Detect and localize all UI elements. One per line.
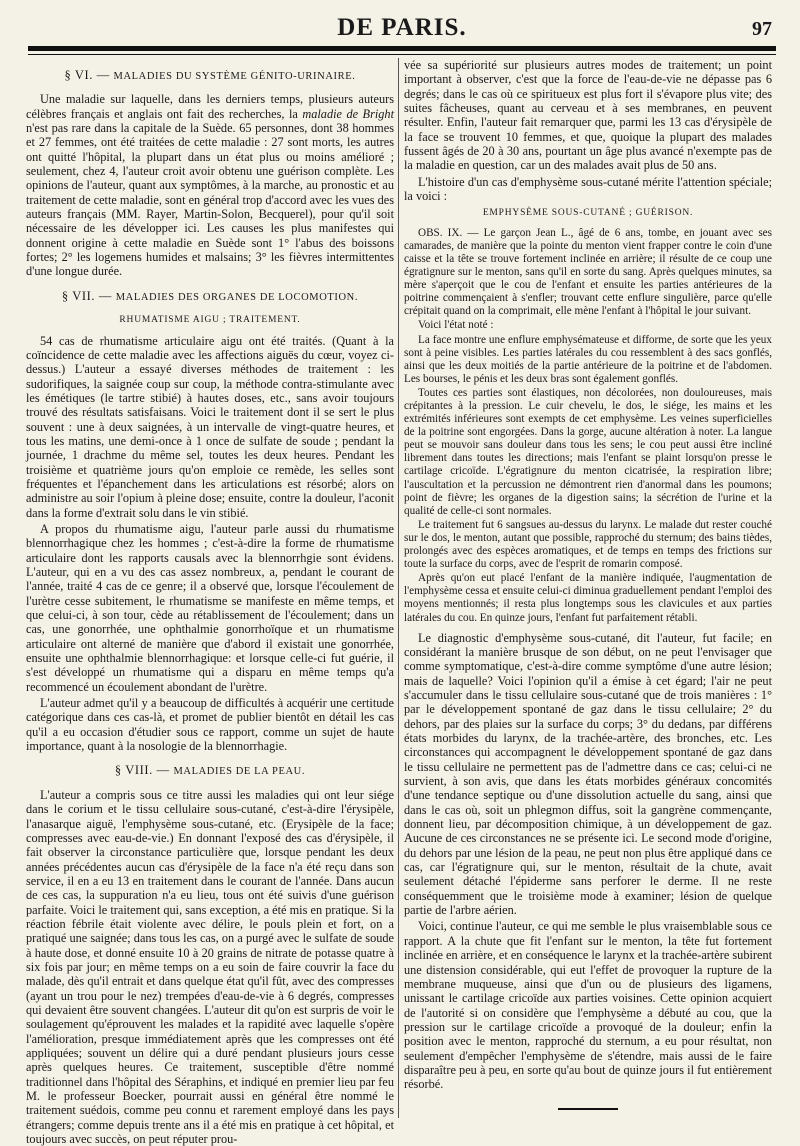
- text-run: Une maladie sur laquelle, dans les derniers temps, plusieurs auteurs célèbres français et anglais ont fait des recherches, la: [26, 92, 394, 121]
- running-title: DE PARIS.: [337, 14, 467, 41]
- text-run: n'est pas rare dans la capitale de la Suède. 65 personnes, dont 38 hommes et 27 femmes, ont été traitées de cette maladie : 27 sont morts, les autres ont quitté l'hôpital, la plupart dans un état plus ou moins amélioré ; seulement, chez 4, l'auteur croit avoir obtenu une guérison complète. Les opinions de l'auteur, quant aux symptômes, à la marche, au pronostic et au traitement de cette maladie, sont en général trop d'accord avec les vues des auteurs français (MM. Rayer, Martin-Solon, Becquerel), pour qu'il soit nécessaire de les développer ici. Les causes les plus manifestes qui donnent origine à cette maladie en Suède sont 1° l'abus des boissons fortes; 2° les logemens humides et malsains; 3° les fièvres intermittentes d'une longue durée.: [26, 121, 394, 279]
- history-intro: L'histoire d'un cas d'emphysème sous-cutané mérite l'attention spéciale; la voici :: [404, 174, 772, 204]
- section-8-title: MALADIES DE LA PEAU.: [173, 766, 306, 778]
- header-rule-thick: [28, 46, 776, 51]
- observation-paragraph-5: Le traitement fut 6 sangsues au-dessus du larynx. Le malade dut rester couché sur le dos, le menton, autant que possible, rapproché du sternum; des bains tièdes, prolongés avec des espèces aromatiques, et de temps en temps des frictions sur toute la surface du corps, avec de l'esprit de romarin composé.: [404, 518, 772, 571]
- page-header: [28, 14, 776, 48]
- left-column: [26, 58, 394, 1146]
- page-number: 97: [752, 18, 772, 40]
- observation-paragraph-1: OBS. IX. — Le garçon Jean L., âgé de 6 ans, tombe, en jouant avec ses camarades, de manière que la pointe du menton vient frapper contre le coin d'une caisse et la tête se trouve fortement inclinée en arrière; il résulte de ce coup une égratignure sur le menton, sans qu'il en sorte du sang. Après quelques minutes, sa mère s'aperçoit que le cou de l'enfant et ensuite les parties antérieures de la poitrine commençaient à s'enfler; trouvant cette enflure singulière, parce qu'elle crépitait quand on la comprimait, elle mène l'enfant à l'hôpital le jour suivant.: [404, 226, 772, 318]
- section-7-paragraph-3: L'auteur admet qu'il y a beaucoup de difficultés à acquérir une certitude catégorique dans ces cas-là, et promet de publier bientôt en détail les cas qu'il a eu occasion d'étudier sous ce rapport, comme un sujet de haute importance, quant à la nosologie de la blennorrhagie.: [26, 696, 394, 754]
- section-7-number: § VII. —: [61, 288, 116, 303]
- observation-heading: EMPHYSÈME SOUS-CUTANÉ ; GUÉRISON.: [482, 208, 694, 219]
- diagnosis-paragraph: Le diagnostic d'emphysème sous-cutané, dit l'auteur, fut facile; en considérant la manière brusque de son début, on ne peut l'envisager que comme symptomatique, c'est-à-dire comme symptôme d'une autre lésion; mais de laquelle? Voici l'opinion qu'il a émise à cet égard; l'air ne peut s'accumuler dans le tissu cellulaire sous-cutané que de trois manières : 1° par le développement spontané de gaz dans le tissu cellulaire; 2° du dehors, par des plaies sur la surface du corps; 3° du dedans, par différens états morbides du larynx, de la trachée-artère, des bronches, etc. Les circonstances qui accompagnent le développement spontané de gaz dans le tissu cellulaire ne permettent pas de l'admettre dans ce cas; celui-ci ne survient, à son avis, que dans les états morbides généraux concomités d'une tendance septique ou d'une dissolution actuelle du sang, ainsi que dans le cas où, soit un phlegmon diffus, soit la gangrène commençante, donnent lieu, par décomposition chimique, à un développement de gaz. Aucune de ces circonstances ne se présente ici. Le second mode d'origine, du dehors par une lésion de la peau, ne peut non plus être appliqué dans ce cas, car l'égratignure qui, sur le menton, résultait de la chute, avait seulement détaché l'épiderme sans perforer le derme. Il ne reste conséquemment que le troisième mode à examiner; lésion de quelque partie de l'arbre aérien.: [404, 630, 772, 918]
- section-7-paragraph-2: A propos du rhumatisme aigu, l'auteur parle aussi du rhumatisme blennorrhagique chez les hommes ; c'est-à-dire la forme de rhumatisme articulaire dont les rapports causals avec la blennorrhgie sont évidens. L'auteur, qui en a vu des cas assez nombreux, a, pendant le courant de l'année, traité 4 cas de ce genre; il a observé que, lorsque l'écoulement de l'urètre cesse subitement, le rhumatisme se manifeste en même temps, et que celui-ci, à son tour, cède au rétablissement de l'écoulement; dans un cas, une gonorrhée, une ophthalmie gonorrhoïque et un rhumatisme articulaire ont alterné de manière que d'abord il existait une gonorrhée, ensuite une ophthalmie blennorrhagique: et lorsque celle-ci fut guérie, il s'est développé un rhumatisme qui a disparu en même temps qu'a recommencé un écoulement abondant de l'urètre.: [26, 521, 394, 694]
- section-8-paragraph: L'auteur a compris sous ce titre aussi les maladies qui ont leur siége dans le corium et le tissu cellulaire sous-cutané, c'est-à-dire l'érysipèle, l'anasarque aiguë, l'emphysème sous-cutané, etc. (Erysipèle de la face; compresses avec eau-de-vie.) En donnant l'exposé des cas d'érysipèle, il fait observer la circonstance particulière que, lorsque pendant les deux années précédentes aucun cas d'érysipèle de la face n'a été reçu dans son service, il en a eu 13 en traitement dans le courant de l'année. Dans aucun de ces cas, la suppuration n'a eu lieu, tous ont été suivis d'une guérison parfaite. Voici le traitement qui, sans exception, a été mis en pratique. Si la réaction fébrile était violente avec délire, le pouls plein et fort, on a pratiqué une saignée; dans tous les cas, on a purgé avec le sulfate de soude à haute dose, et donné ensuite 10 à 20 grains de nitrate de potasse quatre à six fois par jour; en même temps on a eu soin de faire couvrir la face du malade, dès qu'il entrait et dans quelque état qu'il fût, avec des compresses (ayant un trou pour le nez) trempées d'eau-de-vie à 6 degrés, compresses qui devaient être souvent changées. L'auteur dit qu'on est surpris de voir le soulagement qu'éprouvent les malades et la rapidité avec laquelle s'opère l'amélioration, presque immédiatement après que les compresses ont été appliquées; souvent un délire qui a duré pendant plusieurs jours cesse après quelques heures. Ce traitement, susceptible d'être nommé traditionnel dans l'hôpital des Séraphins, et indiqué en premier lieu par feu M. le professeur Boecker, pourrait aussi en général être nommé le traitement suédois, comme peu connu et rarement employé dans les pays étrangers; comme depuis trente ans il a été mis en pratique à cet hôpital, et toujours avec succès, on peut réputer prou-: [26, 787, 394, 1146]
- section-6-number: § VI. —: [64, 68, 114, 82]
- section-6-paragraph: [26, 92, 394, 278]
- section-8-heading: [26, 763, 394, 779]
- conclusion-paragraph: Voici, continue l'auteur, ce qui me semble le plus vraisemblable sous ce rapport. A la chute que fit l'enfant sur le menton, la tête fut fortement inclinée en arrière, et en conséquence le larynx et la trachée-artère subirent une distension considérable, qui eut l'effet de provoquer la rupture de la membrane muqueuse, ainsi que d'un ou de plusieurs des ligamens, unissant le cartilage cricoïde aux parties voisines. Cette opinion acquiert de l'autorité si on considère que l'emphysème a débuté au cou, que la pression sur le cartilage cricoïde a provoqué de la douleur; enfin la position avec le menton, rapproché du sternum, a eu pour résultat, non seulement d'empêcher l'emphysème de s'étendre, mais aussi de le faire disparaître peu à peu, en sorte qu'au bout de quinze jours il fut entièrement résorbé.: [404, 919, 773, 1092]
- section-6-heading: [26, 68, 394, 84]
- observation-paragraph-4: Toutes ces parties sont élastiques, non décolorées, non douloureuses, mais crépitantes à la pression. Le cuir chevelu, le dos, le siége, les mains et les extrémités inférieures sont exempts de cet emphysème. Les veines superficielles de la poitrine sont engorgées. Dans la gorge, aucune altération à noter. La langue peut se mouvoir sans douleur dans tous les sens; le cou peut aussi être incliné librement dans toutes les directions; mais l'enfant se plaint lorsqu'on presse le cartilage cricoïde. L'égratignure du menton cicatrisée, la respiration libre; l'auscultation et la percussion ne démontrent rien d'anormal dans les poumons; point de fièvre; les organes de la digestion sains; la sécrétion de l'urine et la qualité de celle-ci sont normales.: [404, 386, 772, 517]
- section-7-paragraph-1: 54 cas de rhumatisme articulaire aigu ont été traités. (Quant à la coïncidence de cette maladie avec les affections aiguës du cœur, voyez ci-dessus.) L'auteur a essayé diverses méthodes de traitement : les sudorifiques, la saignée coup sur coup, la méthode contra-stimulante avec les émétiques (le tartre stibié) à hautes doses, etc., sans avoir toujours trouvé des résultats satisfaisans. Voici le traitement dont il se sert le plus souvent : une à deux saignées, à un intervalle de vingt-quatre heures, et tous les matins, une demi-once à 1 once de sulfate de soude ; pendant la journée, 1 drachme du même sel, toutes les deux heures. Pendant les troisième et quatrième jours qu'on emploie ce remède, les selles sont fréquentes et l'épanchement dans les articulations est résorbé; alors on administre au soir l'opium à pleine dose; ensuite, contre la douleur, l'aconit dans la forme d'extrait solu dans le vin stibié.: [26, 333, 394, 520]
- section-7-title: MALADIES DES ORGANES DE LOCOMOTION.: [115, 291, 359, 303]
- observation-block: [404, 227, 772, 625]
- observation-paragraph-3: La face montre une enflure emphysémateuse et difforme, de sorte que les yeux sont à peine visibles. Les parties latérales du cou ressemblent à des sacs gonflés, ainsi que les deux moitiés de la partie antérieure de la poitrine et de l'abdomen. Les bourses, le pénis et les deux bras sont également gonflés.: [404, 333, 772, 385]
- continued-paragraph: vée sa supériorité sur plusieurs autres modes de traitement; un point important à observer, c'est que la force de l'eau-de-vie ne dépasse pas 6 degrés; dans le cas où ce spiritueux est plus fort il s'évapore plus vite; des suites fâcheuses, quant au cerveau et à ses membranes, en peuvent résulter. Enfin, l'auteur fait remarquer que, parmi les 13 cas d'érysipèle de la face se trouvent 10 femmes, et que, quoique la plupart des malades fussent âgés de 20 à 30 ans, pourtant un âge plus avancé n'exempte pas de la maladie en question, car un des malades avait plus de 50 ans.: [404, 58, 772, 173]
- section-7-heading: [26, 289, 394, 305]
- right-column: [404, 58, 772, 1118]
- section-8-number: § VIII. —: [114, 763, 174, 778]
- observation-paragraph-6: Après qu'on eut placé l'enfant de la manière indiquée, l'augmentation de l'emphysème cessa et ensuite celui-ci diminua graduellement pendant l'emploi des moyens mentionnés; il resta plus longtemps sous les clavicules et aux parties latérales du cou. En quinze jours, l'enfant fut parfaitement rétabli.: [404, 572, 772, 624]
- section-6-title: MALADIES DU SYSTÈME GÉNITO-URINAIRE.: [113, 71, 356, 82]
- italic-term: maladie de Bright: [302, 106, 394, 121]
- end-rule: [558, 1108, 618, 1110]
- header-rule-thin: [28, 54, 776, 55]
- observation-paragraph-2: Voici l'état noté :: [418, 319, 494, 332]
- column-divider: [398, 58, 399, 1118]
- section-7-subheading: RHUMATISME AIGU ; TRAITEMENT.: [119, 315, 301, 326]
